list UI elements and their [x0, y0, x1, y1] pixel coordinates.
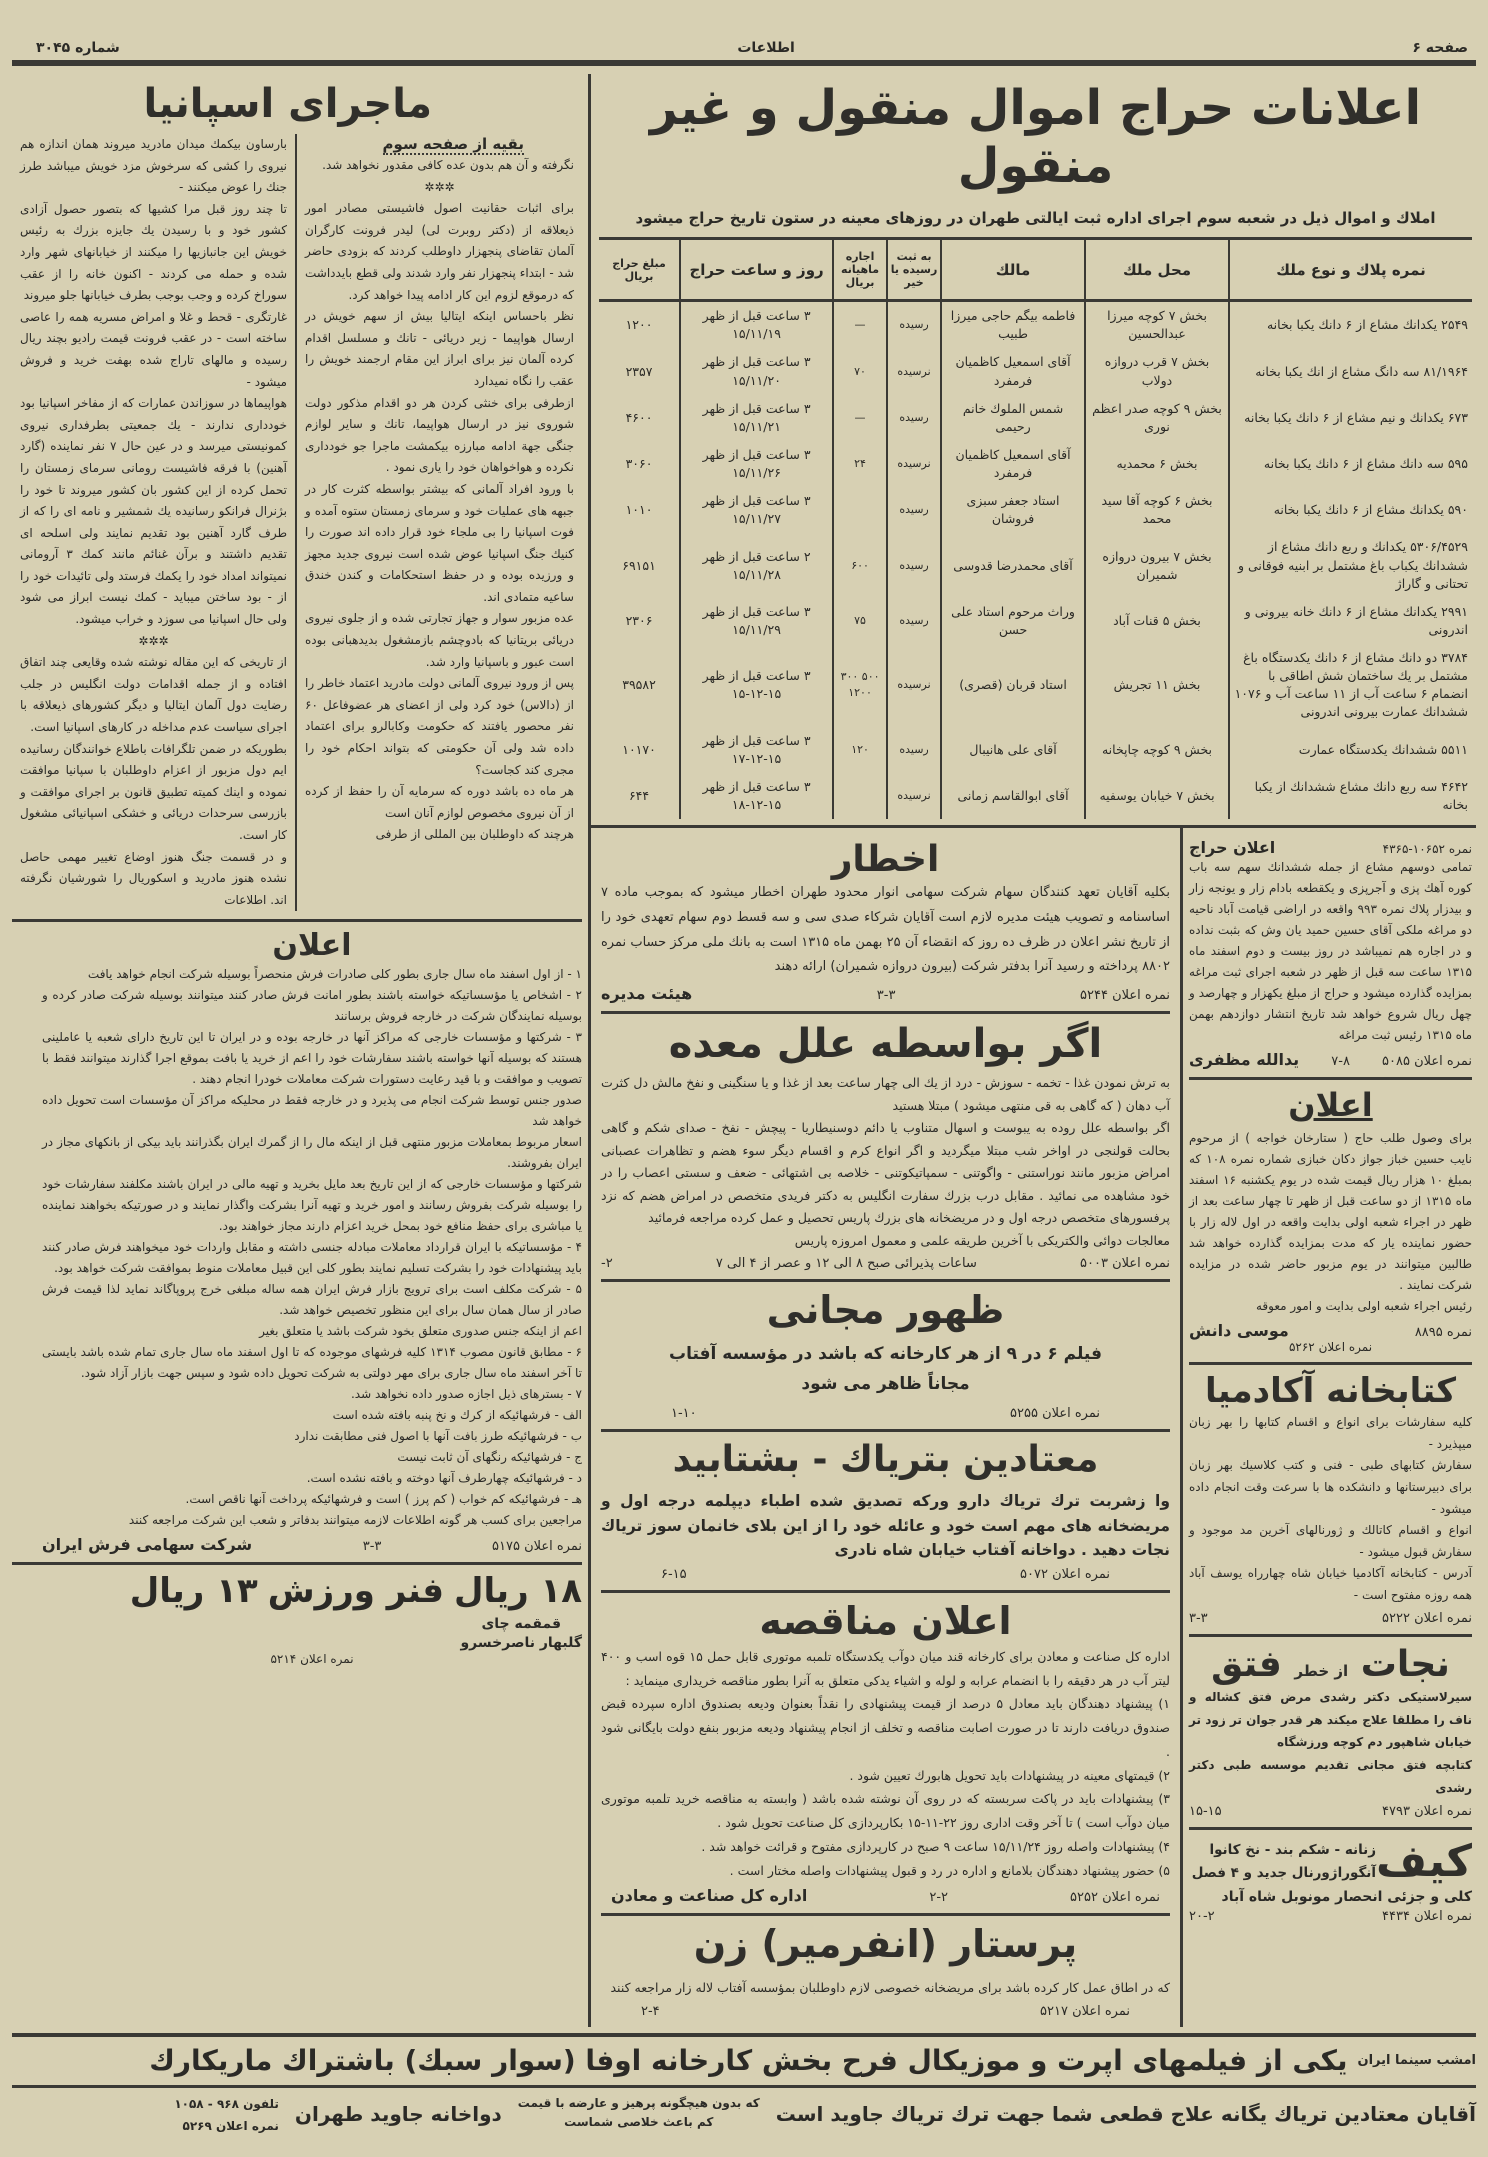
table-cell: ۲۳۰۶	[625, 612, 653, 628]
paragraph: ج - فرشهائیکه رنگهای آن ثابت نیست	[397, 1450, 582, 1465]
paragraph: انواع و اقسام کاتالك و ژورنالهای آخرین مد موجود و سفارش قبول میشود -	[1189, 1523, 1472, 1559]
hernia-title-c: فتق	[1211, 1643, 1282, 1685]
table-row	[599, 773, 1472, 819]
masthead	[12, 40, 1476, 66]
table-cell: ۲۳۵۷	[625, 363, 653, 379]
table-cell: ۱۰۱۷۰	[622, 741, 656, 757]
paragraph: ✲✲✲	[138, 633, 169, 648]
table-cell: ۶۰۰	[833, 533, 887, 597]
carpet-title: اعلان	[272, 928, 352, 964]
table-cell: نرسیده	[887, 644, 941, 727]
table-cell: بخش ۹ کوچه چاپخانه	[1085, 727, 1229, 773]
table-cell: شمس الملوك خانم رحیمی	[941, 395, 1085, 441]
table-cell: رسیده	[887, 487, 941, 533]
ad-number: نمره اعلان ۵۲۱۷	[1040, 2003, 1130, 2019]
table-row	[599, 441, 1472, 487]
bookshop-ad	[1189, 1365, 1472, 1636]
bookshop-title: کتابخانه آکادمیا	[1204, 1371, 1456, 1412]
ad-number: نمره اعلان ۵۲۶۲	[1288, 1340, 1373, 1355]
run-count: ۳-۳	[362, 1539, 382, 1555]
table-row	[599, 533, 1472, 597]
table-cell: ۶۴۴	[628, 787, 650, 803]
paragraph: الف - فرشهائیکه از کرك و نخ پنبه بافته شده است	[332, 1408, 582, 1423]
bags-ad	[1189, 1830, 1472, 1932]
table-cell: رسیده	[887, 301, 941, 349]
paragraph: شرکتها و مؤسسات خارجی که از این تاریخ بعد مایل بخرید و تهیه مالی در ایران باشند مکلفند سفارشات خود را بوسیله شرکت بفروش رسانند و امور خرید و تهیه آنرا بشرکت واگذار نمایند و در صورتیکه بخواهند نماینده یا مباشری برای حفظ منافع خود بمحل خرید اعزام دارند مجاز خواهند بود.	[42, 1177, 582, 1234]
paragraphs	[601, 881, 1170, 980]
item: قمقمه چای	[481, 1616, 562, 1633]
paragraph: ۵ - شرکت مکلف است برای ترویج بازار فرش ایران همه ساله مبلغی خرج پروپاگاند نماید لذا قیمت فرش صادر از سال همان سال برای این منظور تخصیص خواهد شد.	[42, 1282, 582, 1318]
paragraph: هرچند که داوطلبان بین المللی از طرفی	[375, 827, 574, 842]
table-cell: ۸۱/۱۹۶۴ سه دانگ مشاع از انك یکبا بخانه	[1229, 348, 1472, 394]
free-print-ad	[601, 1282, 1170, 1432]
paragraphs	[20, 134, 287, 911]
paragraphs	[601, 1072, 1170, 1252]
shop: گلبهار ناصرخسرو	[460, 1634, 582, 1651]
nurse-text: که در اطاق عمل کار کرده باشد برای مریضخانه خصوصی لازم داوطلبان بمؤسسه آفتاب لاله زار مراجعه کنند	[610, 1979, 1170, 1995]
table-row	[599, 395, 1472, 441]
auction-table	[599, 237, 1472, 819]
kettle-ad	[12, 1565, 582, 1673]
table-cell: رسیده	[887, 598, 941, 644]
run-count: ۷-۸	[1331, 1054, 1350, 1070]
table-row	[599, 598, 1472, 644]
paragraphs	[1189, 1412, 1472, 1606]
paragraph: وا زشربت ترك تریاك دارو ورکه تصدیق شده اطباء دیپلمه درجه اول و مریضخانه های مهم است خود و عائله خود را از این بلای خانمان سوز تریاك نجات دهید . دواخانه آفتاب خیابان شاه نادری	[601, 1491, 1170, 1560]
warning-title: اخطار	[831, 839, 940, 881]
paragraph: اداره کل صناعت و معادن برای کارخانه قند میان دوآب یکدستگاه تلمبه موتوری قابل حمل ۱۵ قوه اسب و ۴۰۰ لیتر آب در هر دقیقه را با انضمام عرابه و لوله و اشیاء یدکی متعلق به آنرا بطور مناقصه خریداری مینماید :	[601, 1648, 1170, 1688]
spain-story	[12, 74, 582, 922]
table-cell: ۲ ساعت قبل از ظهر ۱۵/۱۱/۲۸	[680, 533, 833, 597]
page-number: صفحه ۶	[1412, 40, 1468, 56]
paragraph: ب - فرشهائیکه طرز بافت آنها با اصول فنی مطابقت ندارد	[294, 1429, 582, 1444]
table-cell	[833, 487, 887, 533]
auction-notice	[1189, 832, 1472, 1080]
table-cell: نرسیده	[887, 773, 941, 819]
auction-subtitle: املاك و اموال ذیل در شعبه سوم اجرای اداره ثبت ایالتی طهران در روزهای معینه در ستون تاریخ حراج میشود	[635, 209, 1436, 228]
table-cell: وراث مرحوم استاد علی حسن	[941, 598, 1085, 644]
table-cell: بخش ۷ کوچه میرزا عبدالحسین	[1085, 301, 1229, 349]
paragraph: ۵) حضور پیشنهاد دهندگان بلامانع و اداره در رد و قبول پیشنهادات واصله مختار است .	[729, 1862, 1170, 1878]
table-cell: —	[833, 301, 887, 349]
nurse-ad	[601, 1916, 1170, 2026]
table-cell: بخش ۵ قنات آباد	[1085, 598, 1229, 644]
opium-title: معتادین بتریاك - بشتابید	[672, 1438, 1099, 1480]
paragraph: ۳ - شرکتها و مؤسسات خارجی که مراکز آنها در خارجه بوده و در ایران تا این تاریخ دارای شعبه یا عاملینی هستند که بوسیله آنها خواسته باشند سفارشات خود را اعم از خرید یا بافت بموقع اجرا گذارند میتوانند فقط با تصویب و موافقت و با قید رعایت دستورات شرکت معاملات خودرا انجام دهند .	[42, 1030, 582, 1087]
paragraph: هـ - فرشهائیکه کم خواب ( کم پرز ) است و فرشهائیکه پرداخت آنها ناقص است.	[185, 1492, 582, 1507]
table-cell: ۱۲۰	[833, 727, 887, 773]
spain-title: ماجرای اسپانیا	[143, 81, 432, 127]
ad-number: نمره اعلان ۵۰۷۲	[1020, 1567, 1110, 1583]
paragraph: کلیه سفارشات برای انواع و اقسام کتابها را بهر زبان میپذیرد -	[1189, 1415, 1472, 1451]
paragraph: تا چند روز قبل مرا کشیها که بتصور حصول آزادی کشور خود و با رسیدن یك جایزه بزرك به رئیس خویش این جانبازیها را میکنند از خیابانهای شهر وارد شده و حمله می کردند - اکنون خانه را از عقب سوراخ کرده و وجب بوجب بطرف خیابانها جلو میروند	[20, 201, 287, 303]
table-cell: ۲۴	[833, 441, 887, 487]
auction-title: اعلانات حراج اموال منقول و غیر منقول	[649, 80, 1422, 194]
table-cell: رسیده	[887, 395, 941, 441]
run-count: ۳-۳	[1189, 1610, 1208, 1626]
table-cell: ۳ ساعت قبل از ظهر ۱۵/۱۱/۲۹	[680, 598, 833, 644]
table-cell: ۵۹۵ سه دانك مشاع از ۶ دانك یکبا بخانه	[1229, 441, 1472, 487]
table-cell: آقای اسمعیل کاظمیان فرمفرد	[941, 441, 1085, 487]
ad-number: نمره اعلان ۵۱۷۵	[492, 1539, 582, 1555]
notice-number: نمره ۸۸۹۵	[1414, 1325, 1472, 1341]
paragraph: تمامی دوسهم مشاع از جمله ششدانك سهم سه باب کوره آهك پزی و آجرپزی و یکقطعه بادام زار و یونجه زار و بیدزار پلاك نمره ۹۹۳ واقعه در اراضی قیامت آباد ناحیه دو مراغه ملکی آقای حسین حمید یان وش که بثبت نداده و در اجاره هم نمیباشد در روز بیست و دوم اسفند ماه ۱۳۱۵ ساعت سه قبل از ظهر در شعبه اجرای ثبت مراغه بمزایده گذارده میشود و حراج از مبلغ یکهزار و چهارصد و چهل ریال شروع خواهد شد تاریخ انتشار دوازدهم بهمن ماه ۱۳۱۵ رئیس ثبت مراغه	[1189, 860, 1472, 1043]
table-cell: رسیده	[887, 533, 941, 597]
run-count: ۳-۳	[876, 988, 896, 1003]
nurse-title: پرستار (انفرمیر) زن	[693, 1922, 1078, 1967]
ad-number: نمره اعلان ۵۲۵۵	[1010, 1405, 1100, 1421]
signature: هیئت مدیره	[601, 984, 693, 1003]
paragraph: ۳) پیشنهادات باید در پاکت سربسته که در روی آن نوشته شده باشد ( وابسته به مناقصه خرید تلمبه موتوری میان دوآب است ) تا آخر وقت اداری روز ۲۲-۱۱-۱۵ بکارپردازی کل صناعت تحویل شود .	[601, 1791, 1170, 1831]
table-cell: آقای اسمعیل کاظمیان فرمفرد	[941, 348, 1085, 394]
cinema-lead: امشب سینما ایران	[1357, 2053, 1476, 2069]
table-cell: استاد جعفر سبزی فروشان	[941, 487, 1085, 533]
table-cell: ۵۳۰۶/۴۵۲۹ یکدانك و ربع دانك مشاع از ششدانك یکباب باغ مشتمل بر ابنیه فوقانی و تحتانی و گاراژ	[1229, 533, 1472, 597]
paragraph: پس از ورود نیروی آلمانی دولت مادرید اعتماد خاطر را از (دالاس) خود کرد ولی از اعضای هر عضوفاعل ۶۰ نفر محصور یافتند که حکومت وکابالرو برای اعتماد داده شد ولی آن حکومتی که بتواند احکام خود را مجری کند کجاست؟	[305, 676, 574, 777]
cinema-ad	[12, 2033, 1476, 2079]
table-cell: ۳ ساعت قبل از ظهر ۱۵-۱۲-۱۷	[680, 727, 833, 773]
javid-shop: دواخانه جاوید طهران	[294, 2102, 502, 2126]
paragraph: ۲ - اشخاص یا مؤسساتیکه خواسته باشند بطور امانت فرش صادر کنند میتوانند بوسیله شرکت صادر کرده و بوسیله نمایندگان شرکت در خارجه فروش برسانند	[42, 988, 582, 1024]
javid-phone: تلفون ۹۶۸ - ۱۰۵۸	[174, 2097, 279, 2111]
run-count: ۶-۱۵	[661, 1567, 687, 1583]
table-cell: ۱۲۰۰	[625, 317, 653, 333]
column-header: محل ملك	[1085, 239, 1229, 301]
table-cell: ۶۹۱۵۱	[622, 557, 656, 573]
table-cell: ۳ ساعت قبل از ظهر ۱۵/۱۱/۱۹	[680, 301, 833, 349]
ad-number: نمره اعلان ۵۲۶۹	[182, 2118, 279, 2133]
table-cell: ۵۹۰ یکدانك مشاع از ۶ دانك یکبا بخانه	[1229, 487, 1472, 533]
paragraphs	[601, 1489, 1170, 1563]
bags-title: کیف	[1376, 1835, 1472, 1887]
issue-number: شماره ۳۰۴۵	[36, 40, 120, 56]
table-cell: ۱۰۱۰	[625, 502, 653, 518]
spain-column-left	[12, 134, 297, 911]
column-header: به ثبت رسیده یا خیر	[887, 239, 941, 301]
signature: اداره کل صناعت و معادن	[611, 1886, 808, 1906]
table-cell: ۳ ساعت قبل از ظهر ۱۵-۱۲-۱۸	[680, 773, 833, 819]
left-part	[12, 74, 591, 2027]
paragraph: سیرلاستیکی دکتر رشدی مرض فتق کشاله و ناف را مطلقا علاج میکند هر قدر جوان تر زود تر خیابان شاهپور دم کوچه ورزشگاه	[1189, 1689, 1472, 1750]
table-cell: ۳۹۵۸۲	[622, 677, 656, 693]
middle-column	[591, 828, 1180, 2027]
table-cell: استاد قربان (قصری)	[941, 644, 1085, 727]
table-cell: بخش ۷ قرب دروازه دولاب	[1085, 348, 1229, 394]
table-row	[599, 487, 1472, 533]
tender-title: اعلان مناقصه	[759, 1599, 1012, 1644]
table-cell: ۷۰	[833, 348, 887, 394]
notice-number: نمره ۱۰۶۵۲-۴۳۶۵	[1382, 842, 1472, 857]
price: ۱۸ ریال	[454, 1571, 582, 1612]
paragraph: هواپیماها در سوزاندن عمارات که از مفاخر اسپانیا بود خودداری ندارند - یك جمعیتی بطرفداری نیروی کمونیستی میرسد و در عین حال ۷ نفر نماینده (گارد آهنین) با فرقه فاشیست رومانی سرمای زمستان را تحمل کرده از این کشور بان کشور میروند تا خود را بژنرال فرانکو رسانیده یك شمشیر و نامه ای را که از طرف گارد آهنین بود تقدیم نمایند ولی اسلحه ای تقدیم داشتند و برآن غنائم مانند کمك ۳ آرومانی نمیتواند امداد خود را یکمك فرستد ولی تائیدات خود را از - بود ساختن میباید - کمك نیست ابراز می شود ولی حال اسپانیا می سوزد و خراب میشود.	[20, 396, 287, 627]
ad-number: نمره اعلان ۵۰۸۵	[1382, 1054, 1472, 1070]
column-header: مالك	[941, 239, 1085, 301]
paragraph: آدرس - کتابخانه آکادمیا خیابان شاه چهارراه یوسف آباد همه روزه مفتوح است -	[1189, 1566, 1472, 1602]
ad-number: نمره اعلان ۵۰۰۳	[1080, 1256, 1170, 1271]
table-cell: ۳ ساعت قبل از ظهر ۱۵/۱۱/۲۷	[680, 487, 833, 533]
table-cell: ۶۷۳ یکدانك و نیم مشاع از ۶ دانك یکبا بخانه	[1229, 395, 1472, 441]
run-count: ۱۵-۱۵	[1189, 1803, 1222, 1819]
table-cell: ۴۶۰۰	[625, 409, 653, 425]
table-cell	[833, 773, 887, 819]
ad-number: نمره اعلان ۵۲۱۴	[270, 1651, 354, 1666]
hernia-title-a: نجات	[1360, 1643, 1450, 1685]
paragraph: سفارش کتابهای طبی - فنی و کتب کلاسیك بهر زبان برای دبیرستانها و دانشکده ها با سرعت وقت انجام داده میشود -	[1189, 1458, 1472, 1516]
paragraphs	[601, 1645, 1170, 1883]
paragraph: بطوریکه در ضمن تلگرافات باطلاع خوانندگان رسانیده ایم دول مزبور از اعزام داوطلبان با سپانیا موافقت نموده و اینك کمیته تطبیق قانون بر اجرای موافقت و بازرسی سرحدات دریائی و خشکی اسپانیائی مشغول کار است.	[20, 741, 287, 842]
paragraph: ۱ - از اول اسفند ماه سال جاری بطور کلی صادرات فرش منحصراً بوسیله شرکت انجام خواهد یافت	[87, 967, 582, 982]
hernia-title-b: از خطر	[1294, 1661, 1349, 1680]
table-row	[599, 727, 1472, 773]
run-count: ۲-۴	[641, 2003, 660, 2019]
table-cell: آقای علی هانیبال	[941, 727, 1085, 773]
column-header: اجاره ماهیانه بریال	[833, 239, 887, 301]
ad-number: نمره اعلان ۴۷۹۳	[1382, 1803, 1472, 1819]
signature: یدالله مظفری	[1189, 1050, 1300, 1070]
column-header: نمره پلاك و نوع ملك	[1229, 239, 1472, 301]
right-part	[591, 74, 1476, 2027]
table-row	[599, 348, 1472, 394]
newspaper-name: اطلاعات	[737, 40, 795, 56]
paragraphs	[1189, 1128, 1472, 1317]
spain-column-right	[297, 134, 582, 911]
stomach-ad	[601, 1014, 1170, 1282]
auction-section	[591, 80, 1476, 825]
paragraph: نگرفته و آن هم بدون عده کافی مقدور نخواهد شد.	[322, 158, 574, 172]
table-cell: نرسیده	[887, 441, 941, 487]
table-row	[599, 301, 1472, 349]
table-cell: بخش ۹ کوچه صدر اعظم نوری	[1085, 395, 1229, 441]
paragraph: نظر باحساس اینکه ایتالیا بیش از سهم خویش در ارسال هواپیما - زیر دریائی - تانك و مسلسل اقدام کرده آلمان نیز برای ابراز این مقام ارجمند خویش را عقب را نگاه نمیدارد	[305, 309, 574, 388]
run-count: ۱-۱۰	[671, 1405, 697, 1421]
table-cell: بخش ۶ کوچه آقا سید محمد	[1085, 487, 1229, 533]
paragraph: اسعار مربوط بمعاملات مزبور منتهی قبل از اینکه مال را از گمرك ایران بگذرانند باید بیکی از بانکهای مجاز در ایران بفروشند.	[42, 1135, 582, 1171]
paragraphs	[305, 155, 574, 846]
paragraph: غارتگری - قحط و غلا و امراض مسریه همه را عاصی ساخته است - در عقب فرونت قیمت رادیو بچند ریال رسیده و مالهای تاراج شده بهفت خرید و فروش میشود -	[20, 309, 287, 389]
javid-note: که بدون هیچگونه پرهیز و عارضه با قیمت	[517, 2096, 760, 2110]
warning-notice	[601, 832, 1170, 1014]
bags-line: آنگوراژورنال جدید و ۴ فصل	[1191, 1865, 1376, 1882]
signature: شرکت سهامی فرش ایران	[42, 1535, 253, 1555]
hernia-ad	[1189, 1637, 1472, 1830]
paragraph: ۴ - مؤسساتیکه با ایران قرارداد معاملات مبادله جنسی داشته و مقابل واردات خود میخواهند فرش صادر کنند باید پیشنهادات خود را بشرکت تسلیم نمایند بطور کلی این قبیل معاملات منوط بموافقت شرکت خواهد بود.	[42, 1240, 582, 1276]
notice	[1189, 1080, 1472, 1365]
paragraph: برای وصول طلب حاج ( ستارخان خواجه ) از مرحوم نایب حسین خباز جواز دکان خبازی شماره نمره ۱۰۸ که بمبلغ ۱۰ هزار ریال قیمت شده در یوم یکشنبه ۱۶ اسفند ماه ۱۳۱۵ از دو ساعت قبل از ظهر تا چهار ساعت بعد از ظهر در اجراء شعبه اولی بدایت واقعه در اول لاله زار با حضور نماینده یار که مدت بمزایده گذارده خواهد شد طالبین میتوانند در یوم مزبور حاضر شده در مزایده شرکت نمایند .	[1189, 1131, 1473, 1293]
table-cell: بخش ۱۱ تجریش	[1085, 644, 1229, 727]
paragraph: مراجعین برای کسب هر گونه اطلاعات لازمه میتوانند بدفاتر و شعب این شرکت مراجعه کنند	[128, 1513, 582, 1528]
auction-notice-title: اعلان حراج	[1189, 838, 1276, 858]
page-body	[12, 74, 1476, 2027]
table-cell: بخش ۷ خیابان یوسفیه	[1085, 773, 1229, 819]
carpet-notice	[12, 922, 582, 1565]
table-cell: فاطمه بیگم حاجی میرزا طبیب	[941, 301, 1085, 349]
javid-ad	[12, 2085, 1476, 2137]
table-cell: نرسیده	[887, 348, 941, 394]
cinema-headline: یکی از فیلمهای اپرت و موزیکال فرح بخش کارخانه اوفا (سوار سبك) باشتراك ماریکارك	[149, 2043, 1348, 2077]
paragraph: معالجات دوائی والکتریکی با آخرین طریقه علمی و معمول امروزه پاریس	[794, 1232, 1170, 1248]
paragraph: به ترش نمودن غذا - تخمه - سوزش - درد از یك الی چهار ساعت بعد از غذا و یا سنگینی و نفخ مالش دل کثرت آب دهان ( که گاهی به قی منتهی میشود ) مبتلا هستید	[601, 1075, 1170, 1113]
paragraph: بارساون بیکمك میدان مادرید میروند همان اندازه هم نیروی را کشی که سرخوش مزد خویش میباشد طرز جنك را عوض میکنند -	[20, 137, 287, 195]
table-cell: آقای محمدرضا قدوسی	[941, 533, 1085, 597]
paragraph: ۱) پیشنهاد دهندگان باید معادل ۵ درصد از قیمت پیشنهادی را نقداً بعنوان ودیعه بصندوق اداره سپرده قبض صندوق دریافت دارند تا در صورت اصابت مناقصه و تخلف از انجام پیشنهاد ودیعه مزبور بنفع دولت بایگانی شود .	[601, 1696, 1170, 1759]
table-cell: ۴۶۴۲ سه ربع دانك مشاع ششدانك از یکبا بخانه	[1229, 773, 1472, 819]
table-cell: ۲۹۹۱ یکدانك مشاع از ۶ دانك خانه بیرونی و اندرونی	[1229, 598, 1472, 644]
price: ۱۳ ریال	[129, 1571, 258, 1612]
continued-label: بقیه از صفحه سوم	[382, 135, 524, 153]
paragraph: اگر بواسطه علل روده به یبوست و اسهال متناوب یا دائم دوسنیطاریا - پیچش - نفخ - صدای شکم و گاهی بحالت قولنجی در اواخر شب مبتلا میگردید و اگر انواع کرم و اقسام دیگر سوء هضم و تظاهرات عصبانی امراض مزبور مانند نوراستنی - واگوتنی - سمپاتیکوتنی - خلاصه بی اشتهائی - ضعف و سستی اعصاب را در خود مشاهده می نمائید . مقابل درب بزرك سفارت انگلیس به دکتر فریدی متخصص در امراض هضم که نزد پرفسورهای متخصص درجه اول و در مریضخانه های بزرك پاریس تحصیل و عمل کرده مراجعه فرمائید	[601, 1120, 1170, 1225]
signature: موسی دانش	[1189, 1321, 1289, 1341]
free-print-title: ظهور مجانی	[766, 1288, 1005, 1332]
hernia-title	[1189, 1643, 1472, 1686]
javid-note: کم باعث خلاصی شماست	[564, 2115, 714, 2130]
table-cell: ۲۵۴۹ یکدانك مشاع از ۶ دانك یکبا بخانه	[1229, 301, 1472, 349]
paragraph: با ورود افراد آلمانی که بیشتر بواسطه کثرت کار در جبهه های عملیات خود و سرمای زمستان ستوه آمده و فوت اسپانیا را بی ملجاء خود قرار داده اند صورت را کنیك جنگ اسپانیا عوض شده است نیروی جدید مجهز و ورزیده بوده و در حفظ استحکامات و کندن خندق ساعیه متمادی اند.	[305, 481, 574, 604]
bags-line: کلی و جزئی انحصار مونوبل شاه آباد	[1221, 1888, 1472, 1905]
paragraph: بکلیه آقایان تعهد کنندگان سهام شرکت سهامی انوار محدود طهران اخطار میشود که بموجب ماده ۷ اساسنامه و تصویب هیئت مدیره لازم است آقایان شرکاء صدی سی و سه قسط دوم سهام تعهدی خود را از تاریخ نشر اعلان در ظرف ده روز که انقضاء آن ۲۵ بهمن ماه ۱۳۱۵ است به بانك ملی مرکز حساب نمره ۸۸۰۲ پرداخته و رسید آنرا بدفتر شرکت (بیرون دروازه شمیران) ارائه دهند	[601, 885, 1170, 975]
column-header: مبلغ حراج بریال	[599, 239, 680, 301]
table-row	[599, 644, 1472, 727]
table-cell: ۳۰۶۰	[625, 456, 653, 471]
table-cell: بخش ۶ محمدیه	[1085, 441, 1229, 487]
run-count: ۲-	[601, 1256, 613, 1271]
table-cell: ۳۷۸۴ دو دانك مشاع از ۶ دانك یکدستگاه باغ مشتمل بر یك ساختمان شش اطاقی با انضمام ۶ ساعت آب از ۱۱ ساعت آب و ۱۰۷۶ ششدانك عمارت بیرونی اندرونی	[1229, 644, 1472, 727]
notice-title: اعلان	[1288, 1086, 1373, 1125]
bags-line: زنانه - شکم بند - نخ کانوا	[1209, 1842, 1376, 1859]
paragraph: عده مزبور سوار و جهاز تجارتی شده و از جلوی نیروی دریائی بریتانیا که بادوچشم بازمشغول بدیدهبانی بوده است عبور و باسپانیا وارد شد.	[305, 611, 574, 669]
item: فنر ورزش	[267, 1571, 445, 1612]
free-print-line: مجاناً ظاهر می شود	[801, 1373, 970, 1394]
table-cell: ۵۵۱۱ ششدانك یکدستگاه عمارت	[1229, 727, 1472, 773]
table-cell: ۳ ساعت قبل از ظهر ۱۵/۱۱/۲۶	[680, 441, 833, 487]
paragraph: ۲) قیمتهای معینه در پیشنهادات باید تحویل هابورك تعیین شود .	[849, 1767, 1170, 1783]
ad-number: نمره اعلان ۵۲۴۴	[1080, 988, 1170, 1003]
free-print-line: فیلم ۶ در ۹ از هر کارخانه که باشد در مؤسسه آفتاب	[669, 1343, 1102, 1364]
paragraphs	[1189, 857, 1472, 1046]
right-column	[1180, 828, 1476, 2027]
stomach-title: اگر بواسطه علل معده	[668, 1021, 1103, 1067]
paragraph: رئیس اجراء شعبه اولی بدایت و امور معوقه	[1255, 1299, 1472, 1314]
table-cell: ۳ ساعت قبل از ظهر ۱۵/۱۱/۲۰	[680, 348, 833, 394]
office-hours: ساعات پذیرائی صبح ۸ الی ۱۲ و عصر از ۴ الی ۷	[715, 1256, 977, 1271]
table-cell: —	[833, 395, 887, 441]
paragraph: اعم از اینکه جنس صدوری متعلق بخود شرکت باشد یا متعلق بغیر	[259, 1324, 582, 1339]
opium-ad	[601, 1432, 1170, 1594]
paragraph: برای اثبات حقانیت اصول فاشیستی مصادر امور ذیعلاقه از (دکتر روبرت لی) لیدر فرونت کارگران آلمان تقاضای پنجهزار داوطلب کردند که بزودی حاضر شد - ابتداء پنجهزار نفر وارد شدند ولی قطع بایدداشت که درموقع لزوم این کار ادامه پیدا خواهد کرد.	[305, 201, 574, 302]
table-cell: ۷۵	[833, 598, 887, 644]
ad-number: نمره اعلان ۵۲۵۲	[1070, 1890, 1160, 1906]
paragraph: ازطرفی برای خنثی کردن هر دو اقدام مذکور دولت شوروی نیز در ارسال هواپیما، تانك و سایر لوازم جنگی جهة ادامه مبارزه بیکمشت ماجرا جو خودداری نکرده و هواخواهان خود را یاری نمود .	[305, 395, 574, 475]
table-cell: ۳ ساعت قبل از ظهر ۱۵/۱۱/۲۱	[680, 395, 833, 441]
tender-notice	[601, 1593, 1170, 1916]
table-cell: بخش ۷ بیرون دروازه شمیران	[1085, 533, 1229, 597]
paragraph: ۶ - مطابق قانون مصوب ۱۳۱۴ کلیه فرشهای موجوده که تا اول اسفند ماه سال جاری تمام شده باشد بایستی تا آخر اسفند ماه سال جاری برای مهر دولتی به شرکت تحویل داده شود و سپس جهت بازار آزاد شود.	[42, 1345, 582, 1381]
paragraphs	[1189, 1686, 1472, 1800]
paragraph: ✲✲✲	[424, 179, 455, 194]
paragraphs	[42, 964, 582, 1531]
paragraph: ۷ - بسترهای ذیل اجازه صدور داده نخواهد شد.	[350, 1387, 582, 1402]
table-cell: ۵۰۰ ۳۰۰ ۱۲۰۰	[833, 644, 887, 727]
ad-number: نمره اعلان ۵۲۲۲	[1382, 1610, 1472, 1626]
column-header: روز و ساعت حراج	[680, 239, 833, 301]
paragraph: از تاریخی که این مقاله نوشته شده وقایعی چند اتفاق افتاده و از جمله اقدامات دولت انگلیس در جلب رضایت دول آلمان ایتالیا و دیگر کشورهای ذیعلاقه با اجرای سیاست عدم مداخله در کارهای اسپانیا است.	[20, 655, 287, 735]
run-count: ۲۰-۲	[1189, 1908, 1215, 1924]
table-cell: رسیده	[887, 727, 941, 773]
paragraph: هر ماه ده باشد دوره که سرمایه آن را حفظ از کرده از آن نیروی مخصوص لوازم آنان است	[305, 784, 574, 820]
run-count: ۲-۲	[929, 1890, 948, 1906]
paragraph: و در قسمت جنگ هنوز اوضاع تغییر مهمی حاصل نشده هنوز مادرید و اسکوریال را شورشیان نگرفته اند. اطلاعات	[20, 849, 287, 907]
ad-number: نمره اعلان ۴۴۳۴	[1382, 1908, 1472, 1924]
javid-main: آقایان معتادین تریاك یگانه علاج قطعی شما جهت ترك تریاك جاوید است	[775, 2102, 1476, 2126]
table-cell: آقای ابوالقاسم زمانی	[941, 773, 1085, 819]
paragraph: ۴) پیشنهادات واصله روز ۱۵/۱۱/۲۴ ساعت ۹ صبح در کارپردازی مفتوح و قرائت خواهد شد .	[701, 1838, 1170, 1854]
table-cell: ۳ ساعت قبل از ظهر ۱۵-۱۲-۱۵	[680, 644, 833, 727]
paragraph: صدور جنس توسط شرکت انجام می پذیرد و در خارجه فقط در محلیکه مراکز آن مؤسسات است تحویل داده خواهد شد	[42, 1093, 582, 1129]
paragraph: د - فرشهائیکه چهارطرف آنها دوخته و بافته نشده است.	[306, 1471, 582, 1486]
paragraph: کتابچه فتق مجانی تقدیم موسسه طبی دکتر رشدی	[1189, 1758, 1472, 1795]
